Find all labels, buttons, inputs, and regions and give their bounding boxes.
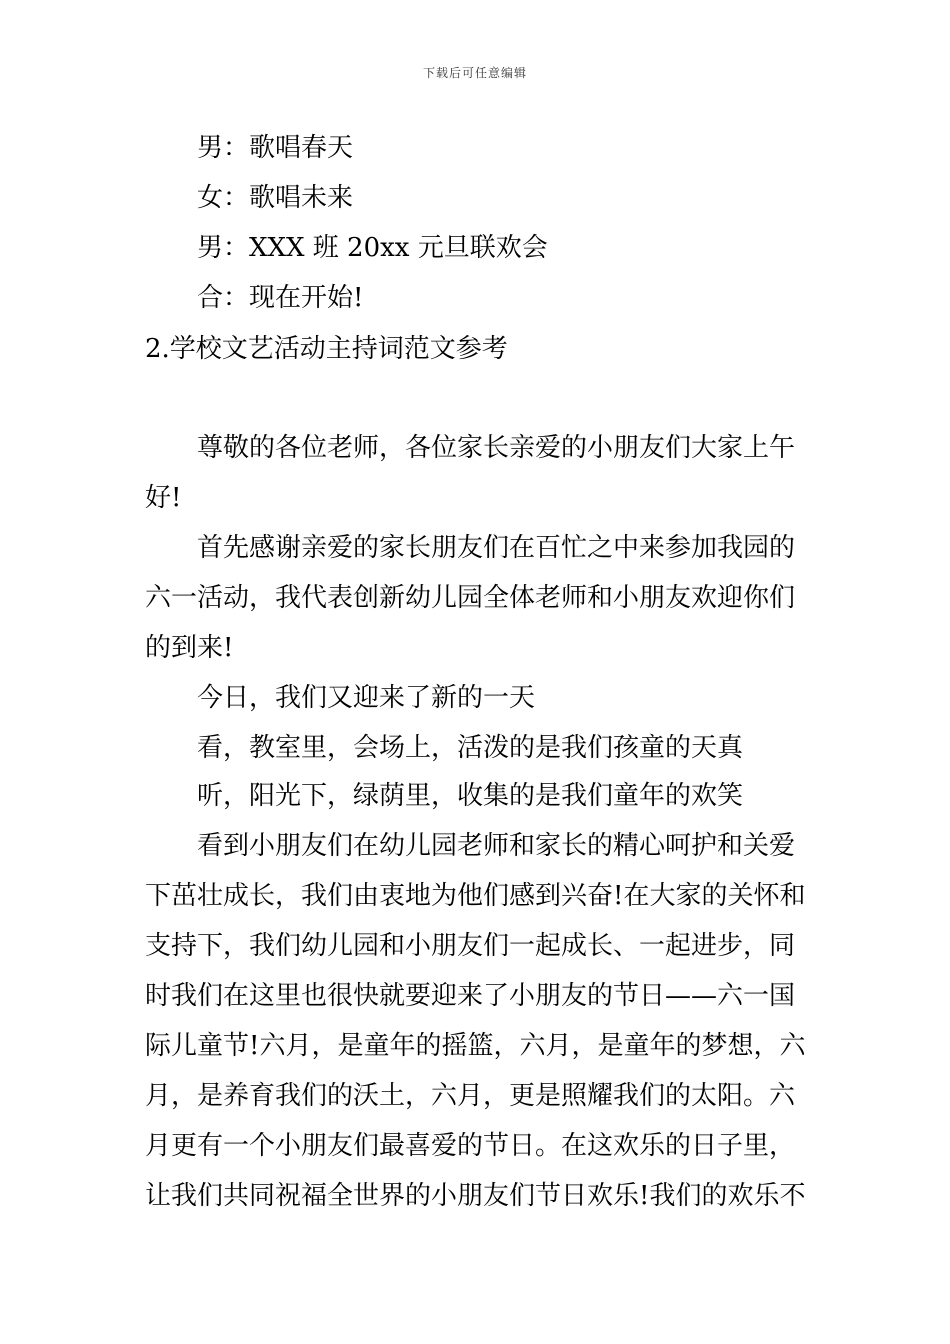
paragraph-line: 看到小朋友们在幼儿园老师和家长的精心呵护和关爱 <box>197 831 796 861</box>
paragraph-line: 时我们在这里也很快就要迎来了小朋友的节日——六一国 <box>145 981 796 1011</box>
paragraph-line: 下茁壮成长，我们由衷地为他们感到兴奋!在大家的关怀和 <box>145 881 806 911</box>
paragraph-line: 看，教室里，会场上，活泼的是我们孩童的天真 <box>197 733 744 763</box>
paragraph-line: 尊敬的各位老师，各位家长亲爱的小朋友们大家上午 <box>197 433 796 463</box>
paragraph-line: 首先感谢亲爱的家长朋友们在百忙之中来参加我园的 <box>197 533 796 563</box>
paragraph-line: 好! <box>145 483 182 513</box>
paragraph-line: 的到来! <box>145 633 234 663</box>
dialogue-line: 女：歌唱未来 <box>197 183 354 213</box>
paragraph-line: 际儿童节!六月，是童年的摇篮，六月，是童年的梦想，六 <box>145 1031 806 1061</box>
paragraph-line: 六一活动，我代表创新幼儿园全体老师和小朋友欢迎你们 <box>145 583 796 613</box>
dialogue-line: 合：现在开始! <box>197 283 364 313</box>
dialogue-line: 男：XXX 班 20xx 元旦联欢会 <box>197 233 548 263</box>
page-header-note: 下载后可任意编辑 <box>422 66 527 80</box>
paragraph-line: 月，是养育我们的沃土，六月，更是照耀我们的太阳。六 <box>145 1081 796 1111</box>
paragraph-line: 支持下，我们幼儿园和小朋友们一起成长、一起进步，同 <box>145 931 796 961</box>
paragraph-line: 让我们共同祝福全世界的小朋友们节日欢乐!我们的欢乐不 <box>145 1181 806 1211</box>
paragraph-line: 月更有一个小朋友们最喜爱的节日。在这欢乐的日子里， <box>145 1131 796 1161</box>
paragraph-line: 听，阳光下，绿荫里，收集的是我们童年的欢笑 <box>197 781 744 811</box>
paragraph-line: 今日，我们又迎来了新的一天 <box>197 683 536 713</box>
dialogue-line: 男：歌唱春天 <box>197 133 354 163</box>
section-heading: 2.学校文艺活动主持词范文参考 <box>145 334 508 364</box>
